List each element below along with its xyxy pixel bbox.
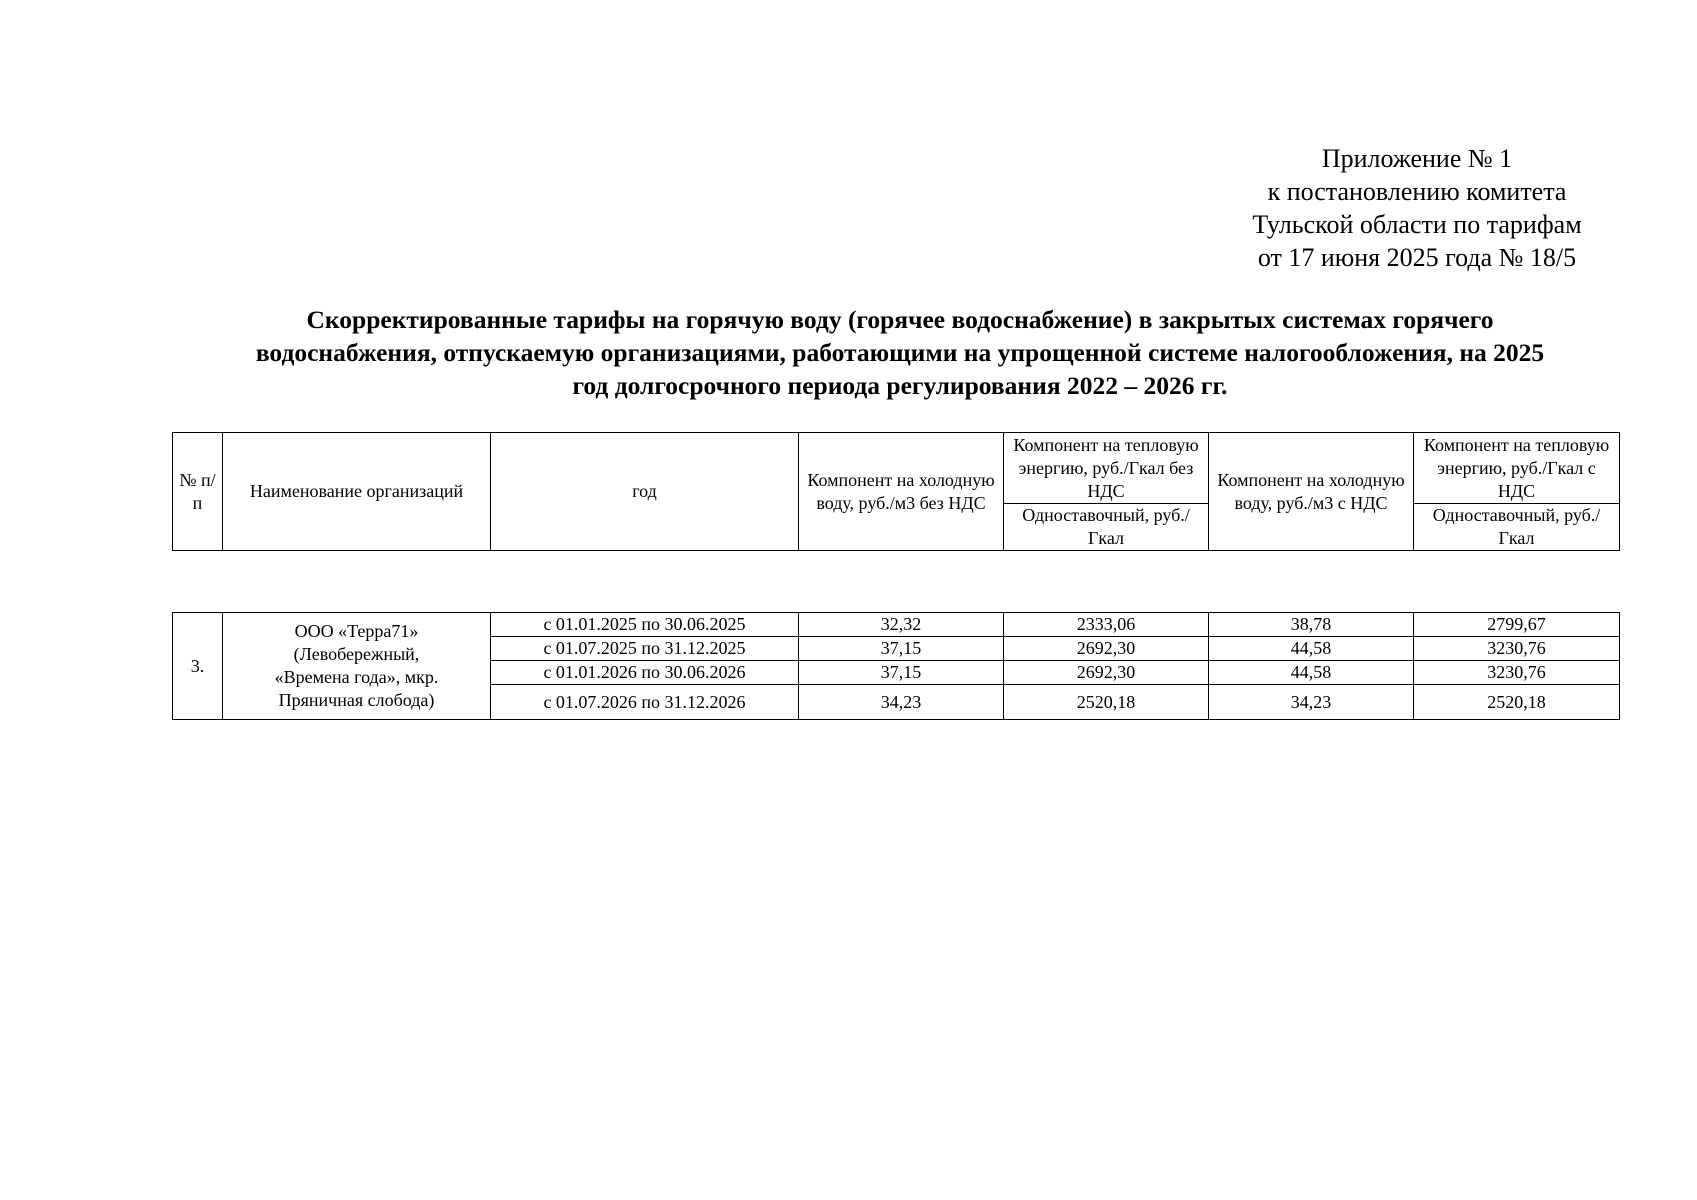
header-org-name: Наименование организаций xyxy=(223,433,491,551)
table-row xyxy=(173,613,1620,637)
header-heat-no-vat: Компонент на тепловую энергию, руб./Гкал без НДС xyxy=(1004,433,1209,504)
appendix-line: от 17 июня 2025 года № 18/5 xyxy=(1257,243,1577,272)
cold-no-vat-cell: 37,15 xyxy=(799,661,1004,685)
cold-vat-cell: 44,58 xyxy=(1209,637,1414,661)
heat-no-vat-cell: 2692,30 xyxy=(1004,661,1209,685)
cold-vat-cell: 44,58 xyxy=(1209,661,1414,685)
heat-no-vat-cell: 2692,30 xyxy=(1004,637,1209,661)
period-cell: с 01.07.2026 по 31.12.2026 xyxy=(491,685,799,720)
org-name-line: (Левобережный, xyxy=(293,644,420,664)
tariff-table-header xyxy=(172,432,1620,551)
cold-no-vat-cell: 34,23 xyxy=(799,685,1004,720)
row-num: 3. xyxy=(173,613,223,720)
appendix-line: Тульской области по тарифам xyxy=(1252,210,1582,239)
document-title xyxy=(160,303,1640,402)
period-cell: с 01.01.2026 по 30.06.2026 xyxy=(491,661,799,685)
appendix-block xyxy=(1180,142,1654,274)
header-cold-water-vat: Компонент на холодную воду, руб./м3 с НДС xyxy=(1209,433,1414,551)
header-heat-no-vat-sub: Одноставочный, руб./Гкал xyxy=(1004,504,1209,551)
title-line: год долгосрочного периода регулирования 2022 – 2026 гг. xyxy=(572,371,1228,400)
header-year: год xyxy=(491,433,799,551)
title-line: Скорректированные тарифы на горячую воду (горячее водоснабжение) в закрытых системах горячего xyxy=(306,305,1494,334)
period-cell: с 01.01.2025 по 30.06.2025 xyxy=(491,613,799,637)
heat-vat-cell: 2520,18 xyxy=(1414,685,1620,720)
period-cell: с 01.07.2025 по 31.12.2025 xyxy=(491,637,799,661)
appendix-line: Приложение № 1 xyxy=(1321,144,1513,173)
header-num: № п/п xyxy=(173,433,223,551)
heat-no-vat-cell: 2520,18 xyxy=(1004,685,1209,720)
heat-vat-cell: 2799,67 xyxy=(1414,613,1620,637)
header-heat-vat-sub: Одноставочный, руб./Гкал xyxy=(1414,504,1620,551)
cold-vat-cell: 34,23 xyxy=(1209,685,1414,720)
cold-no-vat-cell: 37,15 xyxy=(799,637,1004,661)
heat-no-vat-cell: 2333,06 xyxy=(1004,613,1209,637)
org-name-line: Пряничная слобода) xyxy=(278,690,435,710)
tariff-table-body xyxy=(172,612,1620,720)
heat-vat-cell: 3230,76 xyxy=(1414,637,1620,661)
cold-no-vat-cell: 32,32 xyxy=(799,613,1004,637)
org-name-line: «Времена года», мкр. xyxy=(274,667,439,687)
org-name-cell xyxy=(223,613,491,720)
header-heat-vat: Компонент на тепловую энергию, руб./Гкал с НДС xyxy=(1414,433,1620,504)
header-cold-water-no-vat: Компонент на холодную воду, руб./м3 без НДС xyxy=(799,433,1004,551)
heat-vat-cell: 3230,76 xyxy=(1414,661,1620,685)
title-line: водоснабжения, отпускаемую организациями, работающими на упрощенной системе налогообложения, на 2025 xyxy=(255,338,1545,367)
cold-vat-cell: 38,78 xyxy=(1209,613,1414,637)
org-name-line: ООО «Терра71» xyxy=(294,621,419,641)
appendix-line: к постановлению комитета xyxy=(1267,177,1567,206)
